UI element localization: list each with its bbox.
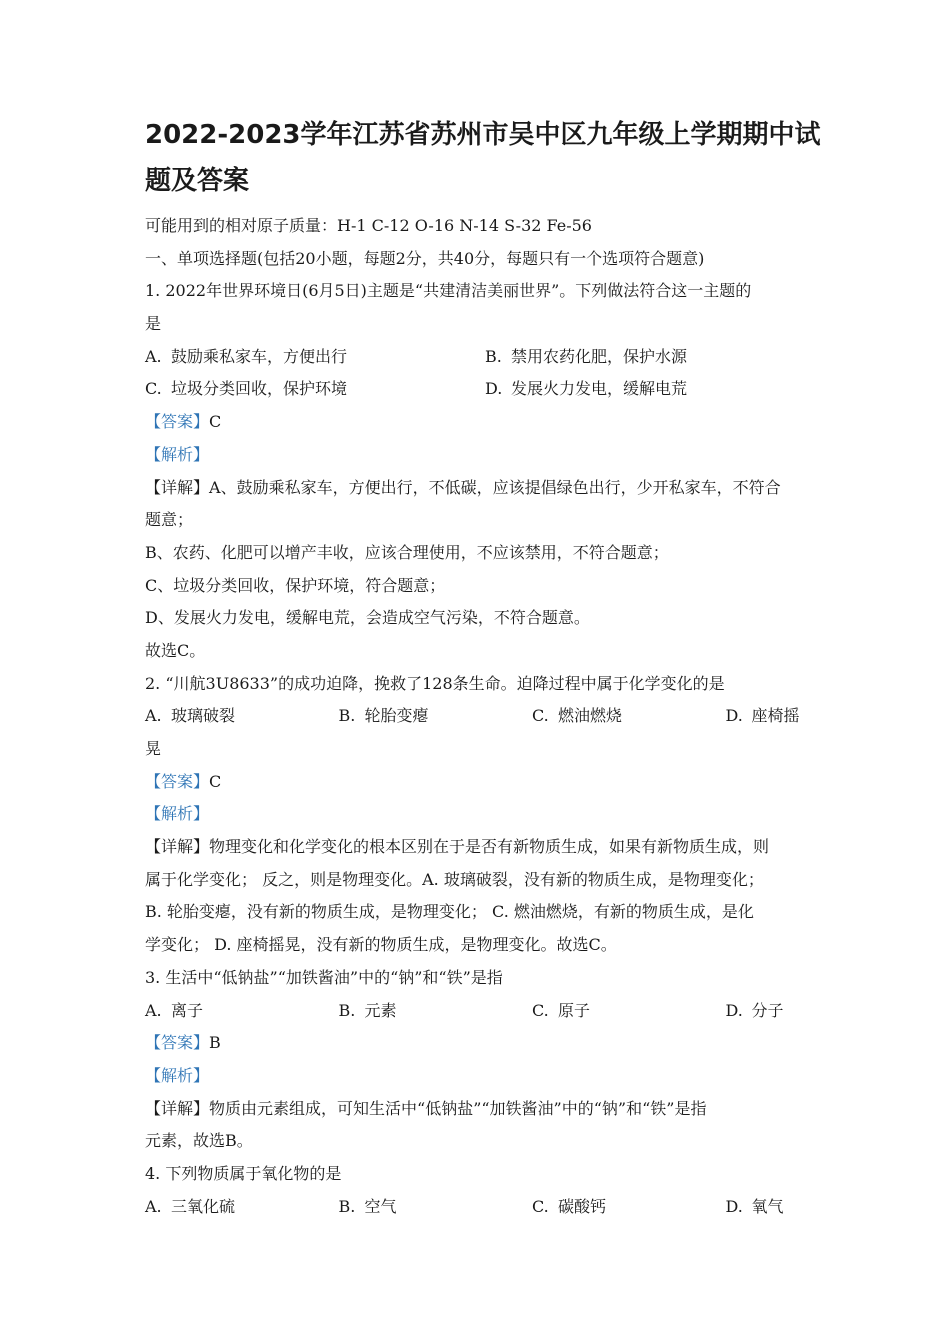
option-c: C. 碳酸钙 <box>532 1196 607 1216</box>
question-1-detail-3: B、农药、化肥可以增产丰收，应该合理使用，不应该禁用，不符合题意； <box>145 542 669 562</box>
answer-tag: 【答案】 <box>145 771 210 791</box>
section-heading: 一、单项选择题(包括20小题，每题2分，共40分，每题只有一个选项符合题意) <box>145 248 705 268</box>
question-1-options-row-2 <box>145 373 825 406</box>
question-2-option-wrap: 晃 <box>145 739 162 758</box>
option-d: D. 氧气 <box>725 1196 784 1216</box>
question-3-options <box>145 995 825 1028</box>
option-b: B. 禁用农药化肥，保护水源 <box>485 346 688 366</box>
question-2-stem: 2. “川航3U8633”的成功迫降，挽救了128条生命。迫降过程中属于化学变化的是 <box>145 673 725 693</box>
option-a: A. 鼓励乘私家车，方便出行 <box>145 346 348 366</box>
question-3-detail-1: 【详解】物质由元素组成，可知生活中“低钠盐”“加铁酱油”中的“钠”和“铁”是指 <box>145 1098 707 1118</box>
option-a: A. 三氧化硫 <box>145 1196 236 1216</box>
option-c: C. 燃油燃烧 <box>532 706 623 726</box>
answer-tag: 【答案】 <box>145 1033 210 1053</box>
option-d: D. 座椅摇 <box>725 706 800 726</box>
question-2-detail-2: 属于化学变化； 反之，则是物理变化。A. 玻璃破裂，没有新的物质生成，是物理变化； <box>145 869 764 889</box>
question-2-detail-4: 学变化； D. 座椅摇晃，没有新的物质生成，是物理变化。故选C。 <box>145 935 617 955</box>
question-1-detail-6: 故选C。 <box>145 640 206 660</box>
question-1-options-row-1 <box>145 341 825 374</box>
option-b: B. 空气 <box>338 1196 397 1216</box>
answer-tag: 【答案】 <box>145 412 210 432</box>
option-d: D. 发展火力发电，缓解电荒 <box>485 379 688 399</box>
atomic-mass-note: 可能用到的相对原子质量：H-1 C-12 O-16 N-14 S-32 Fe-56 <box>145 216 592 235</box>
question-1-analysis-tag: 【解析】 <box>145 444 210 464</box>
question-1-detail-4: C、垃圾分类回收，保护环境，符合题意； <box>145 575 446 595</box>
option-d: D. 分子 <box>725 1000 784 1020</box>
option-c: C. 原子 <box>532 1000 591 1020</box>
question-2-detail-3: B. 轮胎变瘪，没有新的物质生成，是物理变化； C. 燃油燃烧，有新的物质生成，是化 <box>145 902 754 922</box>
page-title: 2022-2023学年江苏省苏州市吴中区九年级上学期期中试题及答案 <box>145 120 821 196</box>
option-a: A. 玻璃破裂 <box>145 706 236 726</box>
question-3-detail-2: 元素，故选B。 <box>145 1131 253 1151</box>
question-4-stem: 4. 下列物质属于氧化物的是 <box>145 1163 342 1183</box>
option-a: A. 离子 <box>145 1000 204 1020</box>
question-1-detail-1: 【详解】A、鼓励乘私家车，方便出行，不低碳，应该提倡绿色出行，少开私家车，不符合 <box>145 477 781 497</box>
option-b: B. 轮胎变瘪 <box>338 706 429 726</box>
question-3-answer: 【答案】B <box>145 1033 221 1053</box>
question-2-analysis-tag: 【解析】 <box>145 804 210 824</box>
question-2-options <box>145 700 825 733</box>
question-3-analysis-tag: 【解析】 <box>145 1065 210 1085</box>
question-1-detail-2: 题意； <box>145 510 194 530</box>
option-b: B. 元素 <box>338 1000 397 1020</box>
question-3-stem: 3. 生活中“低钠盐”“加铁酱油”中的“钠”和“铁”是指 <box>145 967 503 987</box>
question-1-detail-5: D、发展火力发电，缓解电荒，会造成空气污染，不符合题意。 <box>145 608 590 628</box>
question-1-stem: 1. 2022年世界环境日(6月5日)主题是“共建清洁美丽世界”。下列做法符合这一主题的 <box>145 281 752 301</box>
question-1-answer: 【答案】C <box>145 412 222 432</box>
question-2-detail-1: 【详解】物理变化和化学变化的根本区别在于是否有新物质生成，如果有新物质生成，则 <box>145 837 770 857</box>
question-1-stem-cont: 是 <box>145 314 162 334</box>
question-4-options <box>145 1191 825 1224</box>
option-c: C. 垃圾分类回收，保护环境 <box>145 379 348 399</box>
document-body <box>145 210 825 1223</box>
question-2-answer: 【答案】C <box>145 771 222 791</box>
